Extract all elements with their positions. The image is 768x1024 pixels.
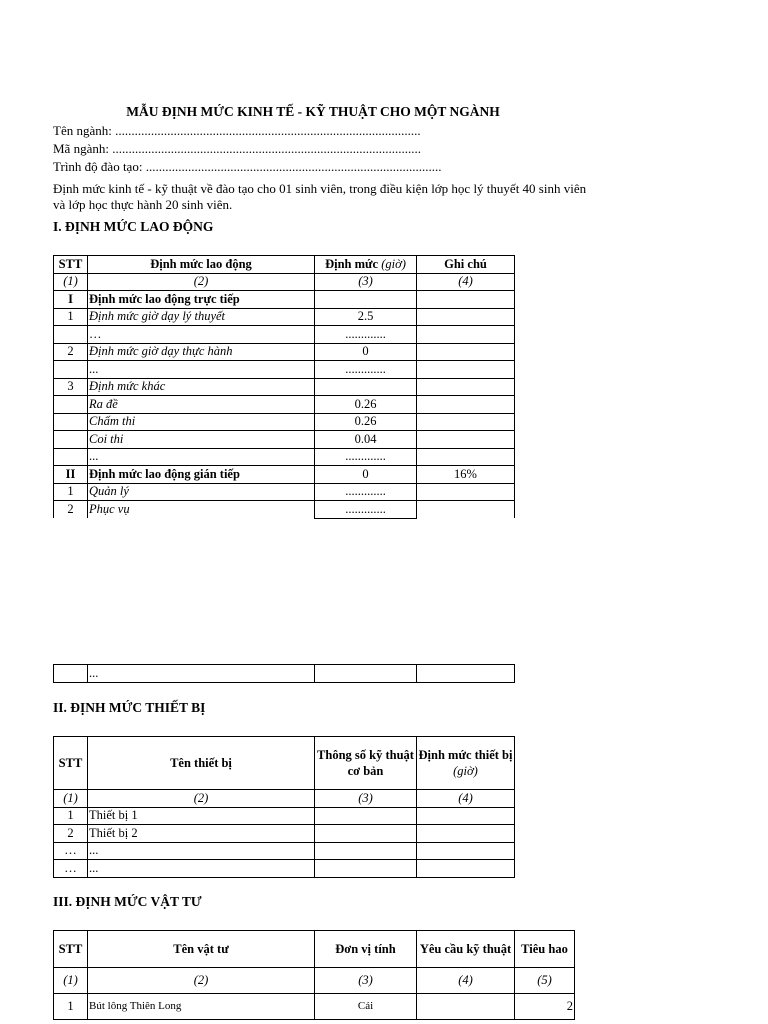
header-equipment-norm: Định mức thiết bị (giờ) <box>417 737 515 790</box>
header-labor-norm: Định mức lao động <box>88 256 315 274</box>
table-header-row: STT Tên thiết bị Thông số kỹ thuật cơ bản Định mức thiết bị (giờ) <box>54 737 515 790</box>
intro-paragraph: Định mức kinh tế - kỹ thuật về đào tạo cho 01 sinh viên, trong điều kiện lớp học lý thuyết 40 sinh viên và lớp học thực hành 20 sinh viên. <box>53 181 587 212</box>
header-norm-hours: Định mức (giờ) <box>315 256 417 274</box>
equipment-norm-table <box>53 736 515 878</box>
table-row: … ... <box>54 842 515 860</box>
table-row: I Định mức lao động trực tiếp <box>54 291 515 309</box>
table-row: Chấm thi 0.26 <box>54 413 515 431</box>
equipment-rows <box>54 807 515 877</box>
table-row: … ... <box>54 860 515 878</box>
table-row: 1 Định mức giờ dạy lý thuyết 2.5 <box>54 308 515 326</box>
material-norm-table <box>53 930 575 1020</box>
labor-norm-table-continued <box>53 664 515 683</box>
table-row: 1 Bút lông Thiên Long Cái 2 <box>54 994 575 1020</box>
table-row: … ............. <box>54 326 515 344</box>
section-2-heading: II. ĐỊNH MỨC THIẾT BỊ <box>53 700 206 715</box>
table-row: 1 Thiết bị 1 <box>54 807 515 825</box>
header-stt: STT <box>54 256 88 274</box>
table-row: 2 Phục vụ ............. <box>54 501 515 519</box>
header-note: Ghi chú <box>417 256 515 274</box>
numbering-row: (1) (2) (3) (4) <box>54 273 515 291</box>
field-ma-nganh: Mã ngành: ............................................................................................... <box>53 141 421 156</box>
section-3-heading: III. ĐỊNH MỨC VẬT TƯ <box>53 894 202 909</box>
table-row: Coi thi 0.04 <box>54 431 515 449</box>
table-header-row: STT Tên vật tư Đơn vị tính Yêu cầu kỹ thuật Tiêu hao <box>54 931 575 968</box>
table-row: II Định mức lao động gián tiếp 0 16% <box>54 466 515 484</box>
field-trinh-do: Trình độ đào tạo: ........................................................................................... <box>53 159 442 174</box>
table-row: ... ............. <box>54 448 515 466</box>
labor-rows <box>54 291 515 519</box>
table-row: Ra đề 0.26 <box>54 396 515 414</box>
table-row: 2 Thiết bị 2 <box>54 825 515 843</box>
table-row: ... ............. <box>54 361 515 379</box>
table-header-row <box>54 256 515 274</box>
material-rows <box>54 994 575 1020</box>
table-row: ... <box>54 665 515 683</box>
labor-norm-table <box>53 255 515 519</box>
table-row: 3 Định mức khác <box>54 378 515 396</box>
document-title: MẪU ĐỊNH MỨC KINH TẾ - KỸ THUẬT CHO MỘT NGÀNH <box>126 104 500 119</box>
table-row: 2 Định mức giờ dạy thực hành 0 <box>54 343 515 361</box>
table-row: 1 Quản lý ............. <box>54 483 515 501</box>
field-ten-nganh: Tên ngành: .............................................................................................. <box>53 123 421 138</box>
section-1-heading: I. ĐỊNH MỨC LAO ĐỘNG <box>53 219 214 234</box>
numbering-row: (1) (2) (3) (4) <box>54 790 515 808</box>
numbering-row: (1) (2) (3) (4) (5) <box>54 968 575 994</box>
